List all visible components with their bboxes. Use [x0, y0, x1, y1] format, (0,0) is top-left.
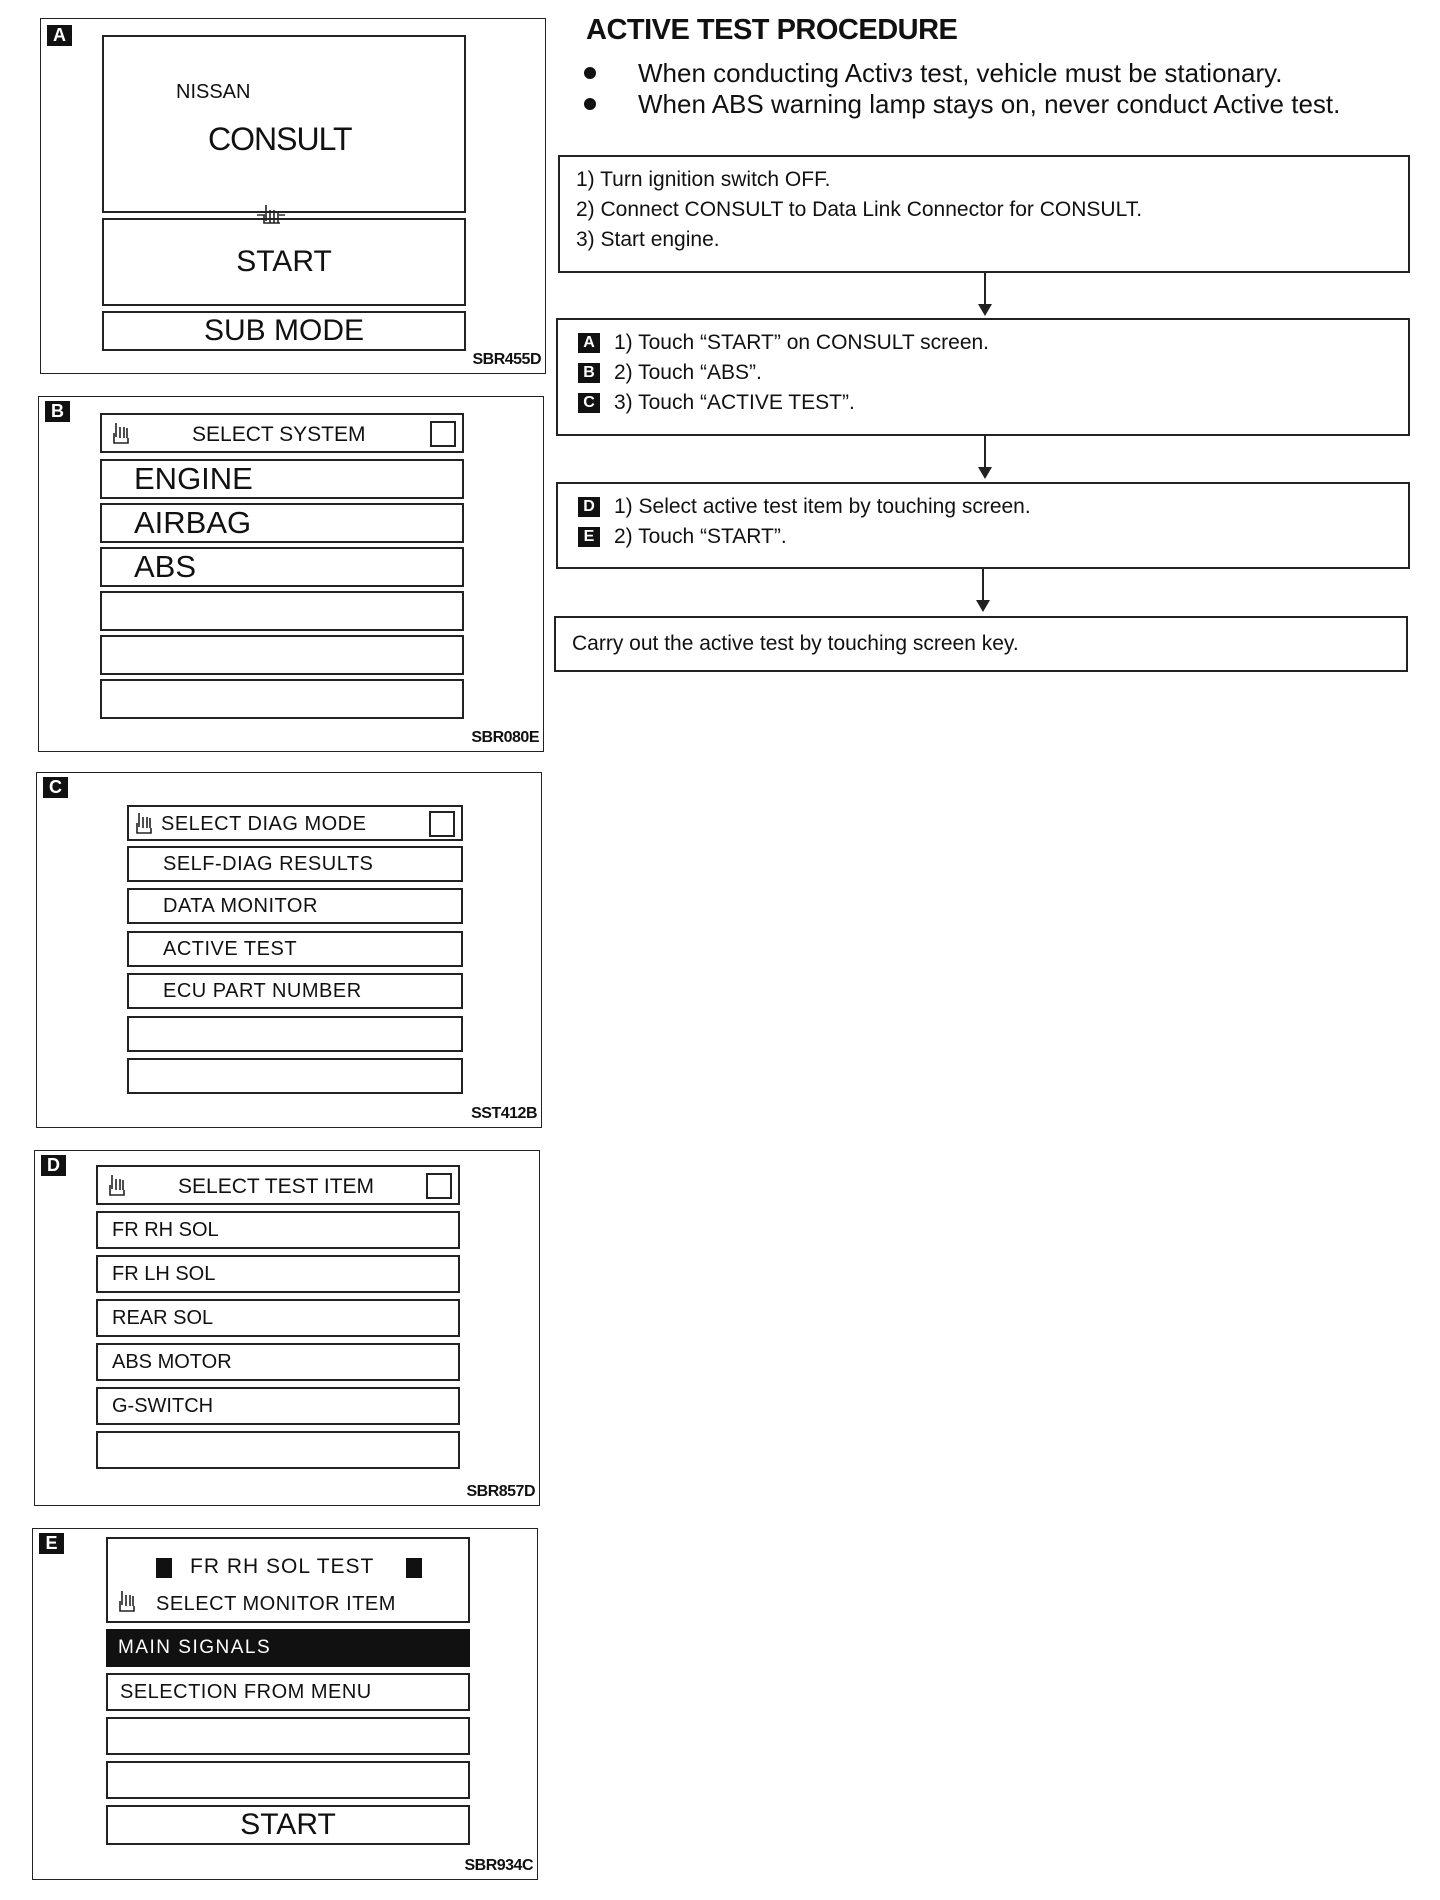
step-text: 3) Start engine. — [576, 228, 720, 251]
item-label: G-SWITCH — [112, 1394, 214, 1417]
step-text: 2) Connect CONSULT to Data Link Connector for CONSULT. — [576, 198, 1143, 221]
item-label: DATA MONITOR — [163, 894, 318, 917]
start-button[interactable]: START — [102, 218, 466, 306]
bullet-icon — [584, 98, 596, 110]
item-label: FR LH SOL — [112, 1262, 216, 1285]
note-abs-lamp: When ABS warning lamp stays on, never conduct Active test. — [638, 89, 1341, 119]
step-tag: B — [578, 363, 600, 383]
figure-code: SBR934C — [464, 1857, 533, 1874]
back-square-button[interactable] — [426, 1173, 452, 1199]
flow-arrow-head — [978, 467, 992, 479]
test-item-fr-lh-sol[interactable] — [96, 1255, 460, 1293]
system-item-airbag[interactable] — [100, 503, 464, 543]
figure-code: SST412B — [471, 1105, 537, 1122]
hand-icon — [135, 811, 153, 835]
monitor-item-main-signals[interactable] — [106, 1629, 470, 1667]
flow-arrow-head — [978, 304, 992, 316]
system-item-empty — [100, 591, 464, 631]
step-row — [578, 328, 1388, 358]
panel-e — [32, 1528, 538, 1880]
square-marker-icon — [406, 1558, 422, 1578]
panel-b — [38, 396, 544, 752]
header-title: SELECT MONITOR ITEM — [156, 1593, 396, 1615]
system-item-abs[interactable] — [100, 547, 464, 587]
header-title: SELECT DIAG MODE — [161, 813, 367, 835]
flow-arrow-head — [976, 600, 990, 612]
figure-code: SBR455D — [472, 351, 541, 368]
panel-c — [36, 772, 542, 1128]
square-marker-icon — [156, 1558, 172, 1578]
product-label: CONSULT — [208, 121, 352, 157]
flow-arrow — [982, 569, 984, 601]
procedure-title: ACTIVE TEST PROCEDURE — [586, 14, 958, 46]
item-label: SELF-DIAG RESULTS — [163, 852, 374, 875]
brand-label: NISSAN — [176, 81, 251, 103]
panel-e-tag: E — [39, 1533, 64, 1554]
step-text: Carry out the active test by touching screen key. — [572, 632, 1019, 655]
hand-icon — [112, 421, 130, 445]
step-row — [578, 388, 1388, 418]
system-item-empty — [100, 635, 464, 675]
step-text: 1) Select active test item by touching screen. — [614, 495, 1031, 518]
select-diag-mode-header — [127, 805, 463, 841]
test-item-fr-rh-sol[interactable] — [96, 1211, 460, 1249]
procedure-box-2 — [556, 318, 1410, 436]
procedure-box-3 — [556, 482, 1410, 569]
item-label: REAR SOL — [112, 1306, 214, 1329]
item-label: ECU PART NUMBER — [163, 979, 362, 1002]
hand-icon — [118, 1589, 136, 1613]
monitor-item-empty — [106, 1761, 470, 1799]
diag-item-empty — [127, 1016, 463, 1052]
step-text: 3) Touch “ACTIVE TEST”. — [614, 391, 855, 414]
item-label: ABS — [134, 549, 197, 584]
select-system-header — [100, 413, 464, 453]
sub-mode-button[interactable]: SUB MODE — [102, 311, 466, 351]
test-title: FR RH SOL TEST — [190, 1555, 375, 1578]
item-label: MAIN SIGNALS — [118, 1637, 272, 1658]
item-label: FR RH SOL — [112, 1218, 219, 1241]
flow-arrow — [984, 436, 986, 468]
item-label: ACTIVE TEST — [163, 937, 298, 960]
diag-item-data-monitor[interactable] — [127, 888, 463, 924]
step-text: 1) Turn ignition switch OFF. — [576, 168, 831, 191]
figure-code: SBR857D — [466, 1483, 535, 1500]
hand-icon — [108, 1173, 126, 1197]
test-item-rear-sol[interactable] — [96, 1299, 460, 1337]
test-item-abs-motor[interactable] — [96, 1343, 460, 1381]
item-label: SELECTION FROM MENU — [120, 1680, 372, 1703]
item-label: AIRBAG — [134, 505, 252, 540]
diag-item-self-diag-results[interactable] — [127, 846, 463, 882]
step-tag: C — [578, 393, 600, 413]
monitor-item-empty — [106, 1717, 470, 1755]
system-item-empty — [100, 679, 464, 719]
monitor-item-selection-from-menu[interactable] — [106, 1673, 470, 1711]
step-row — [578, 358, 1388, 388]
diag-item-empty — [127, 1058, 463, 1094]
step-tag: A — [578, 333, 600, 353]
start-button[interactable]: START — [106, 1805, 470, 1845]
monitor-header — [106, 1537, 470, 1623]
step-text: 1) Touch “START” on CONSULT screen. — [614, 331, 990, 354]
panel-a — [40, 18, 546, 374]
step-text: 2) Touch “ABS”. — [614, 361, 762, 384]
step-row — [578, 492, 1388, 522]
step-tag: D — [578, 497, 600, 517]
back-square-button[interactable] — [430, 421, 456, 447]
step-row — [578, 522, 1388, 552]
back-square-button[interactable] — [429, 811, 455, 837]
procedure-box-1 — [558, 155, 1410, 273]
test-item-g-switch[interactable] — [96, 1387, 460, 1425]
step-text: 2) Touch “START”. — [614, 525, 787, 548]
panel-d — [34, 1150, 540, 1506]
note-stationary: When conducting Activз test, vehicle must be stationary. — [638, 58, 1283, 88]
system-item-engine[interactable] — [100, 459, 464, 499]
item-label: ENGINE — [134, 461, 253, 496]
procedure-box-4 — [554, 616, 1408, 672]
panel-b-tag: B — [45, 401, 70, 422]
panel-c-tag: C — [43, 777, 68, 798]
consult-splash-screen — [102, 35, 466, 213]
header-title: SELECT SYSTEM — [192, 423, 366, 446]
test-item-empty — [96, 1431, 460, 1469]
item-label: ABS MOTOR — [112, 1350, 232, 1373]
step-tag: E — [578, 527, 600, 547]
bullet-icon — [584, 67, 596, 79]
select-test-item-header — [96, 1165, 460, 1205]
panel-d-tag: D — [41, 1155, 66, 1176]
diag-item-ecu-part-number[interactable] — [127, 973, 463, 1009]
panel-a-tag: A — [47, 25, 72, 46]
diag-item-active-test[interactable] — [127, 931, 463, 967]
header-title: SELECT TEST ITEM — [178, 1175, 375, 1198]
flow-arrow — [984, 273, 986, 305]
figure-code: SBR080E — [471, 729, 539, 746]
